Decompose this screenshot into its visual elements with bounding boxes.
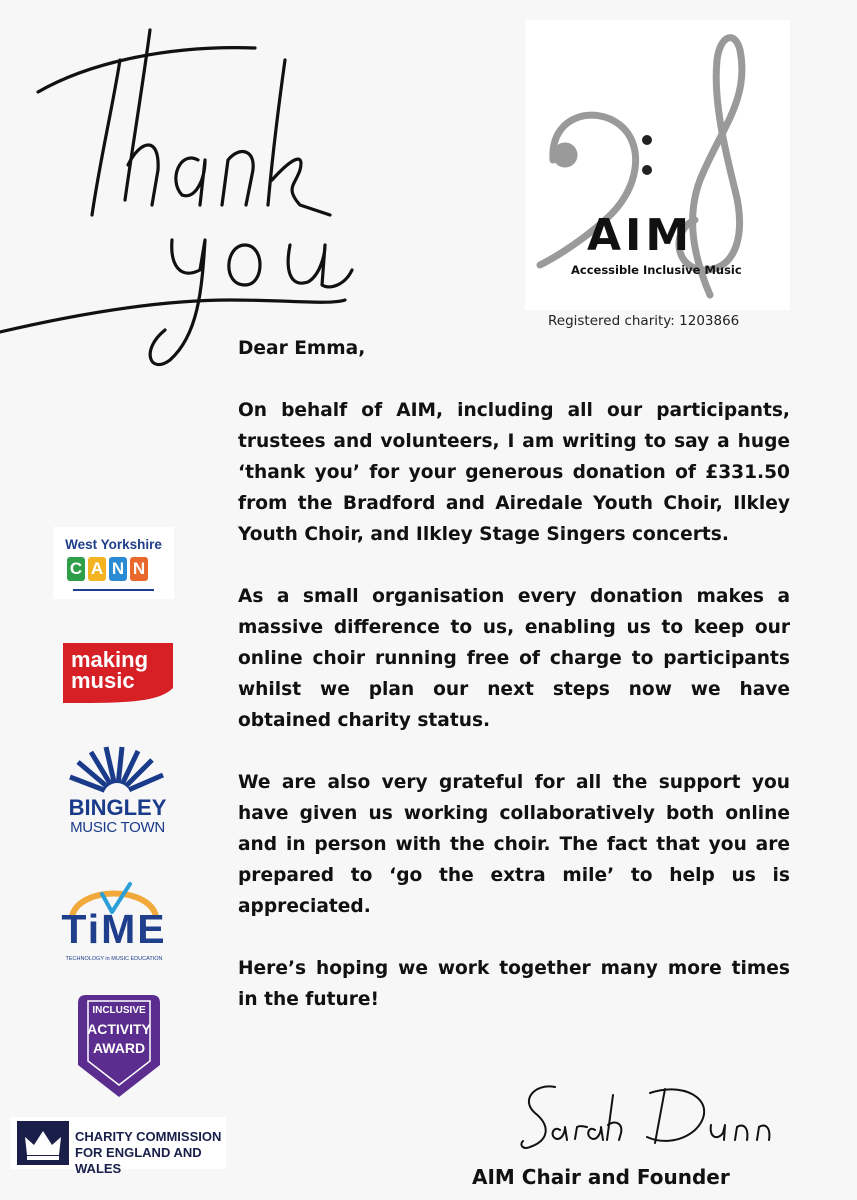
registered-charity-number: Registered charity: 1203866 [548,313,740,329]
crown-icon [17,1121,69,1165]
wycann-letter-c: C [67,557,85,581]
bingley-wordmark: BINGLEY [68,795,167,820]
letter-body [238,333,790,1046]
making-music-line1: making [71,647,149,672]
time-logo [50,878,178,970]
wycann-letter-a: A [88,557,106,581]
award-line3: AWARD [92,1040,146,1056]
wycann-letter-n2: N [130,557,148,581]
making-music-logo [63,643,173,703]
signatory-title: AIM Chair and Founder [472,1165,730,1189]
bingley-music-town-text: MUSIC TOWN [70,819,165,836]
aim-tagline: Accessible Inclusive Music [571,263,742,277]
greeting: Dear Emma, [238,338,366,359]
west-yorkshire-cann-logo [53,527,174,599]
aim-wordmark: AIM [587,210,694,261]
wycann-title: West Yorkshire [65,537,162,552]
wycann-letters [67,557,148,583]
wycann-strapline-graphic [53,587,174,593]
charity-commission-text [75,1129,226,1177]
award-line1: INCLUSIVE [92,1005,146,1016]
inclusive-activity-award-badge [78,995,160,1097]
making-music-wordmark [71,649,148,691]
making-music-line2: music [71,668,135,693]
thank-you-script [0,0,380,380]
letter-paragraph-2: As a small organisation every donation makes a massive difference to us, enabling us to keep our online choir running free of charge to participants whilst we plan our next steps now we have obtained charity status. [238,586,790,731]
charity-commission-logo [11,1117,226,1176]
cc-line2: FOR ENGLAND AND WALES [75,1145,202,1176]
letter-paragraph-3: We are also very grateful for all the support you have given us working collaboratively both online and in person with the choir. The fact that you are prepared to ‘go the extra mile’ to help us is appreciated. [238,772,790,917]
letter-paragraph-1: On behalf of AIM, including all our participants, trustees and volunteers, I am writing to say a huge ‘thank you’ for your generous donation of £331.50 from the Bradford and Airedale Youth Choir, Ilkley Youth Choir, and Ilkley Stage Singers concerts. [238,400,790,545]
signature-script [515,1075,775,1165]
cc-line1: CHARITY COMMISSION [75,1129,222,1144]
bingley-sunburst-icon [60,745,175,797]
aim-logo [525,20,790,310]
wycann-letter-n1: N [109,557,127,581]
award-line2: ACTIVITY [87,1021,151,1037]
time-wordmark: TiME [61,906,167,952]
time-subtitle: TECHNOLOGY in MUSIC EDUCATION [65,956,163,962]
bingley-music-town-logo [60,745,175,840]
letter-paragraph-4: Here’s hoping we work together many more times in the future! [238,958,790,1010]
